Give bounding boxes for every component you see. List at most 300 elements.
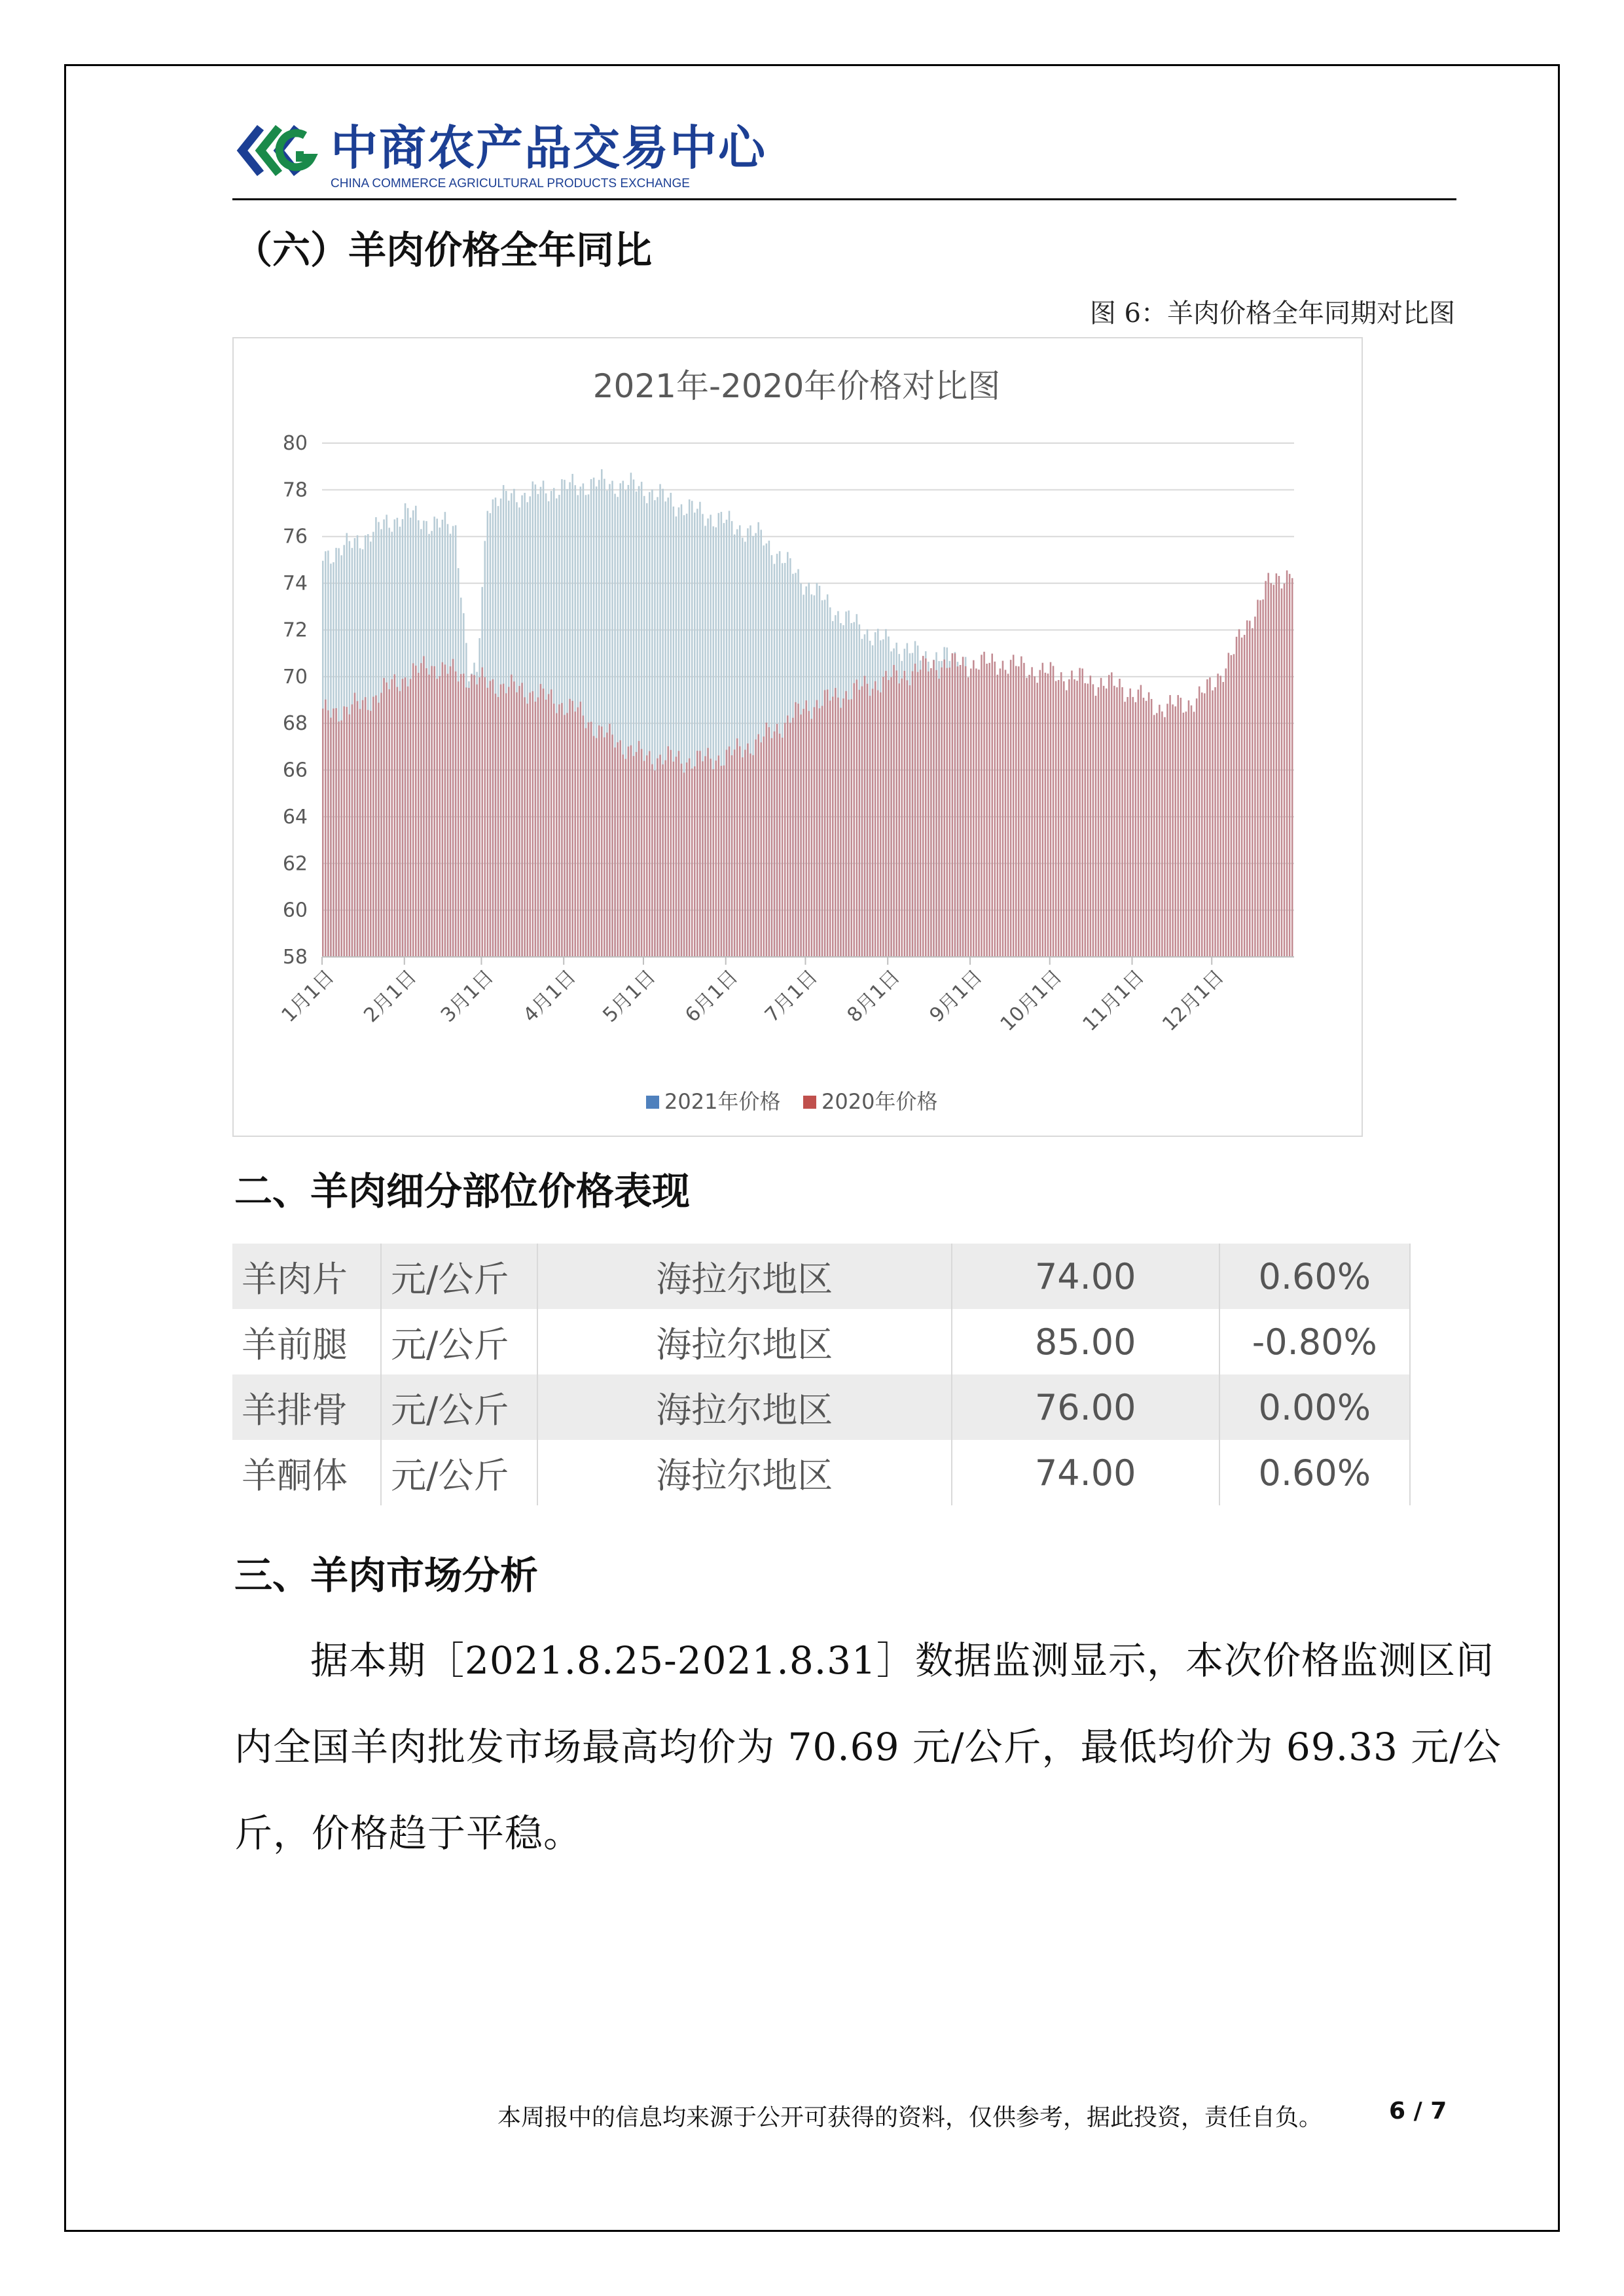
bar-2020 <box>731 755 733 957</box>
price-cell: 85.00 <box>952 1309 1219 1374</box>
bar-2020 <box>850 699 852 957</box>
bar-2020 <box>832 696 834 957</box>
bar-2020 <box>670 750 672 957</box>
bar-2020 <box>492 679 494 957</box>
bar-2020 <box>1100 678 1102 957</box>
bar-2020 <box>606 732 608 957</box>
bar-2020 <box>1127 697 1128 957</box>
bar-2020 <box>835 688 837 957</box>
bar-2020 <box>805 700 807 957</box>
bar-2020 <box>771 738 773 957</box>
bar-2020 <box>1031 667 1033 957</box>
bar-2020 <box>997 675 999 957</box>
part-name-cell: 羊肉片 <box>232 1244 381 1309</box>
bar-2020 <box>1183 713 1185 957</box>
bar-2020 <box>704 756 706 957</box>
bar-2020 <box>378 703 380 957</box>
x-tick-label: 7月1日 <box>760 965 823 1028</box>
bar-2020 <box>729 747 731 957</box>
bar-2020 <box>715 761 717 957</box>
bar-2020 <box>845 691 847 957</box>
bar-2020 <box>1228 653 1230 957</box>
bar-2020 <box>922 656 924 957</box>
bar-2020 <box>622 755 624 957</box>
bar-2020 <box>1222 682 1224 957</box>
bar-2020 <box>460 674 462 957</box>
bar-2020 <box>566 713 568 957</box>
bar-2020 <box>882 677 884 957</box>
bar-2020 <box>1241 637 1243 957</box>
chart-canvas <box>234 338 1362 1136</box>
bar-2020 <box>1063 681 1065 957</box>
legend-label: 2020年价格 <box>821 1089 938 1114</box>
bar-2020 <box>1278 576 1280 957</box>
bar-2020 <box>1135 702 1137 957</box>
bar-2020 <box>571 701 573 957</box>
bar-2020 <box>628 747 630 957</box>
bar-2020 <box>1026 678 1028 957</box>
bar-2020 <box>763 736 765 957</box>
bar-2020 <box>478 677 480 957</box>
bar-2020 <box>1076 681 1078 957</box>
bar-2020 <box>707 748 709 957</box>
bar-2020 <box>1236 637 1238 957</box>
bar-2020 <box>875 681 876 957</box>
bar-2020 <box>439 676 441 957</box>
bar-2020 <box>880 692 882 957</box>
bar-2020 <box>1113 686 1115 957</box>
bar-2020 <box>978 670 980 957</box>
bar-2020 <box>490 681 492 957</box>
bar-2020 <box>1252 628 1254 957</box>
bar-2020 <box>487 688 489 957</box>
y-tick-label: 72 <box>282 619 308 642</box>
bar-2020 <box>362 700 364 957</box>
unit-cell: 元/公斤 <box>381 1440 537 1505</box>
bar-2020 <box>330 718 332 957</box>
bar-2020 <box>646 755 648 957</box>
bar-2020 <box>543 689 545 957</box>
bar-2020 <box>726 750 728 957</box>
bar-2020 <box>859 690 861 957</box>
bar-2020 <box>1238 629 1240 957</box>
region-cell: 海拉尔地区 <box>537 1440 952 1505</box>
bar-2020 <box>596 738 598 957</box>
bar-2020 <box>864 676 866 957</box>
bar-2020 <box>967 677 969 957</box>
bar-2020 <box>1270 583 1272 957</box>
x-tick-label: 4月1日 <box>518 965 581 1028</box>
bar-2020 <box>1286 570 1288 957</box>
bar-2020 <box>405 677 406 957</box>
bar-2020 <box>415 666 417 957</box>
bar-2020 <box>553 704 555 957</box>
bar-2020 <box>619 740 621 957</box>
bar-2020 <box>428 675 430 957</box>
bar-2020 <box>1106 689 1108 957</box>
bar-2020 <box>325 700 327 957</box>
bar-2020 <box>1148 692 1150 957</box>
y-tick-label: 66 <box>282 759 308 782</box>
bar-2020 <box>676 757 677 957</box>
bar-2020 <box>965 666 967 957</box>
y-tick-label: 58 <box>282 946 308 969</box>
table-row <box>232 1374 1410 1440</box>
y-tick-label: 76 <box>282 525 308 548</box>
bar-2020 <box>803 709 804 957</box>
bar-2020 <box>463 673 465 957</box>
bar-2020 <box>946 668 948 957</box>
bar-2020 <box>829 700 831 957</box>
bar-2020 <box>935 670 937 957</box>
bar-2020 <box>508 687 510 957</box>
bar-2020 <box>561 703 563 957</box>
bar-2020 <box>1015 666 1017 957</box>
bar-2020 <box>654 770 656 957</box>
bar-2020 <box>734 749 736 957</box>
bar-2020 <box>367 710 369 957</box>
bar-2020 <box>583 715 585 957</box>
bar-2020 <box>1172 704 1174 957</box>
bar-2020 <box>784 723 786 957</box>
bar-2020 <box>898 683 900 957</box>
bar-2020 <box>1081 668 1083 957</box>
bar-2020 <box>1018 666 1020 957</box>
bar-2020 <box>1066 691 1068 957</box>
bar-2020 <box>782 738 784 957</box>
bar-2020 <box>1276 573 1278 957</box>
part-name-cell: 羊酮体 <box>232 1440 381 1505</box>
bar-2020 <box>505 693 507 957</box>
bar-2020 <box>420 663 422 957</box>
bar-2020 <box>545 700 547 957</box>
bar-2020 <box>1153 715 1155 957</box>
bar-2020 <box>797 704 799 957</box>
bar-2020 <box>1132 697 1134 957</box>
bar-2020 <box>1249 620 1251 957</box>
bar-2020 <box>885 671 887 957</box>
bar-2020 <box>352 704 353 957</box>
bar-2020 <box>450 666 452 957</box>
bar-2020 <box>641 749 643 957</box>
bar-2020 <box>402 679 404 957</box>
bar-2020 <box>981 655 983 957</box>
bar-2020 <box>532 691 534 957</box>
bar-2020 <box>895 670 897 957</box>
bar-2020 <box>1156 713 1158 957</box>
bar-2020 <box>540 684 542 957</box>
bar-2020 <box>1273 584 1275 957</box>
bar-2020 <box>1159 705 1161 957</box>
bar-2020 <box>455 672 457 957</box>
bar-2020 <box>1047 673 1049 957</box>
bar-2020 <box>957 666 959 957</box>
bar-2020 <box>853 683 855 957</box>
bar-2020 <box>712 769 714 957</box>
bar-2020 <box>925 658 927 957</box>
bar-2020 <box>994 662 996 957</box>
bar-2020 <box>768 727 770 957</box>
analysis-line-2: 内全国羊肉批发市场最高均价为 70.69 元/公斤，最低均价为 69.33 元/公 <box>234 1725 1502 1769</box>
bar-2020 <box>869 696 871 957</box>
bar-2020 <box>877 691 879 957</box>
table-row <box>232 1244 1410 1309</box>
header-divider <box>232 198 1456 200</box>
bar-2020 <box>710 759 712 957</box>
bar-2020 <box>1169 695 1171 957</box>
bar-2020 <box>593 736 595 957</box>
bar-2020 <box>1071 671 1073 957</box>
bar-2020 <box>524 697 526 957</box>
analysis-line-3: 斤，价格趋于平稳。 <box>234 1811 583 1856</box>
bar-2020 <box>471 674 473 957</box>
bar-2020 <box>840 708 842 957</box>
unit-cell: 元/公斤 <box>381 1374 537 1440</box>
bar-2020 <box>1174 706 1176 957</box>
bar-2020 <box>1013 655 1015 957</box>
bar-2020 <box>954 653 956 957</box>
bar-2020 <box>617 742 619 957</box>
bar-2020 <box>327 710 329 957</box>
y-tick-label: 60 <box>282 899 308 922</box>
bar-2020 <box>1034 676 1036 957</box>
bar-2020 <box>757 734 759 957</box>
bar-2020 <box>604 738 605 957</box>
bar-2020 <box>848 700 850 957</box>
bar-2020 <box>811 719 813 957</box>
bar-2020 <box>988 663 990 957</box>
section-title-6: （六）羊肉价格全年同比 <box>234 228 653 272</box>
bar-2020 <box>1267 573 1269 957</box>
part-name-cell: 羊前腿 <box>232 1309 381 1374</box>
unit-cell: 元/公斤 <box>381 1244 537 1309</box>
bar-2020 <box>1244 635 1246 957</box>
bar-2020 <box>1053 666 1055 957</box>
bar-2020 <box>1039 670 1041 957</box>
bar-2020 <box>890 677 892 957</box>
bar-2020 <box>1233 654 1235 957</box>
bar-2020 <box>686 762 688 957</box>
bar-2020 <box>747 744 749 957</box>
bar-2020 <box>433 666 435 957</box>
bar-2020 <box>1108 675 1110 957</box>
bar-2020 <box>1005 670 1007 957</box>
bar-2020 <box>370 711 372 957</box>
bar-2020 <box>1180 698 1182 957</box>
bar-2020 <box>633 756 635 957</box>
bar-2020 <box>388 689 390 957</box>
bar-2020 <box>521 683 523 957</box>
figure-caption: 图 6：羊肉价格全年同期对比图 <box>1089 298 1455 329</box>
bar-2020 <box>1219 675 1221 957</box>
bar-2020 <box>556 713 558 957</box>
bar-2020 <box>372 697 374 957</box>
region-cell: 海拉尔地区 <box>537 1309 952 1374</box>
change-cell: 0.00% <box>1219 1374 1410 1440</box>
legend-swatch <box>646 1096 659 1109</box>
bar-2020 <box>1111 672 1113 957</box>
bar-2020 <box>800 715 802 957</box>
bar-2020 <box>861 687 863 957</box>
bar-2020 <box>1188 700 1190 957</box>
bar-2020 <box>1151 699 1153 957</box>
page-number: 6 / 7 <box>1389 2098 1447 2125</box>
bar-2020 <box>742 757 744 957</box>
part-price-table <box>232 1244 1411 1505</box>
bar-2020 <box>399 691 401 957</box>
bar-2020 <box>1201 692 1203 957</box>
bar-2020 <box>1103 686 1105 957</box>
bar-2020 <box>630 745 632 957</box>
bar-2020 <box>354 692 356 957</box>
bar-2020 <box>1206 679 1208 957</box>
region-cell: 海拉尔地区 <box>537 1244 952 1309</box>
y-tick-label: 70 <box>282 665 308 689</box>
bar-2020 <box>1214 687 1216 957</box>
bar-2020 <box>1060 672 1062 957</box>
bar-2020 <box>431 666 433 957</box>
bar-2020 <box>904 671 906 957</box>
region-cell: 海拉尔地区 <box>537 1374 952 1440</box>
bar-2020 <box>673 762 675 957</box>
bar-2020 <box>867 684 869 957</box>
x-tick-label: 1月1日 <box>277 965 339 1028</box>
bar-2020 <box>821 706 823 957</box>
bar-2020 <box>418 673 420 957</box>
bar-2020 <box>689 759 691 957</box>
y-tick-label: 74 <box>282 572 308 596</box>
bar-2020 <box>1217 673 1219 957</box>
change-cell: 0.60% <box>1219 1244 1410 1309</box>
bar-2020 <box>452 659 454 957</box>
section-title-3: 三、羊肉市场分析 <box>234 1553 539 1598</box>
x-tick-label: 9月1日 <box>925 965 987 1028</box>
bar-2020 <box>343 706 345 957</box>
bar-2020 <box>920 670 922 957</box>
x-tick-label: 10月1日 <box>996 965 1067 1036</box>
bar-2020 <box>1196 698 1198 957</box>
bar-2020 <box>643 761 645 957</box>
bar-2020 <box>1204 693 1206 957</box>
bar-2020 <box>657 759 659 957</box>
chart-legend <box>646 1089 937 1114</box>
bar-2020 <box>718 755 720 957</box>
bar-2020 <box>678 751 680 957</box>
bar-2020 <box>824 690 826 957</box>
bar-2020 <box>659 755 661 957</box>
bar-2020 <box>744 750 746 957</box>
legend-swatch <box>803 1096 816 1109</box>
bar-2020 <box>928 672 929 957</box>
bar-2020 <box>412 663 414 957</box>
bar-2020 <box>736 738 738 957</box>
bar-2020 <box>394 674 396 957</box>
price-cell: 74.00 <box>952 1440 1219 1505</box>
bar-2020 <box>699 751 701 957</box>
bar-2020 <box>574 711 576 957</box>
bar-2020 <box>1095 696 1097 957</box>
bar-2020 <box>691 768 693 957</box>
bar-2020 <box>357 701 359 957</box>
bar-2020 <box>1116 687 1118 957</box>
bar-2020 <box>1036 683 1038 957</box>
bar-2020 <box>518 686 520 957</box>
bar-2020 <box>580 702 582 957</box>
price-cell: 74.00 <box>952 1244 1219 1309</box>
bar-2020 <box>749 753 751 957</box>
bar-2020 <box>1124 702 1126 957</box>
y-tick-label: 62 <box>282 852 308 876</box>
x-tick-label: 2月1日 <box>359 965 422 1028</box>
bar-2020 <box>526 704 528 957</box>
bar-2020 <box>667 746 669 957</box>
bar-2020 <box>497 697 499 957</box>
bar-2020 <box>856 679 858 957</box>
bar-2020 <box>789 723 791 957</box>
bar-2020 <box>795 702 797 957</box>
bar-2020 <box>933 660 935 957</box>
bar-2020 <box>1246 620 1248 957</box>
bar-2020 <box>766 723 768 957</box>
bar-2020 <box>760 742 762 957</box>
bar-2020 <box>1121 687 1123 957</box>
bar-2020 <box>949 668 951 957</box>
bar-2020 <box>752 755 754 957</box>
bar-2020 <box>359 709 361 957</box>
bar-2020 <box>888 680 890 957</box>
bar-2020 <box>827 689 829 957</box>
bar-2020 <box>442 662 444 957</box>
bar-2020 <box>1028 675 1030 957</box>
bar-2020 <box>973 660 975 957</box>
bar-2020 <box>776 724 778 957</box>
bar-2020 <box>537 697 539 957</box>
bar-2020 <box>338 721 340 957</box>
bar-2020 <box>1193 711 1195 957</box>
bar-2020 <box>346 707 348 957</box>
bar-2020 <box>322 709 324 957</box>
bar-2020 <box>476 685 478 957</box>
bar-2020 <box>1289 574 1291 957</box>
bar-2020 <box>1058 680 1060 957</box>
bar-2020 <box>739 746 741 957</box>
bar-2020 <box>938 679 940 957</box>
bar-2020 <box>808 711 810 957</box>
bar-2020 <box>569 699 571 957</box>
bar-2020 <box>907 680 909 957</box>
bar-2020 <box>564 715 566 957</box>
bar-2020 <box>425 668 427 957</box>
bar-2020 <box>1007 673 1009 957</box>
bar-2020 <box>333 709 334 957</box>
bar-2020 <box>410 679 412 957</box>
bar-2020 <box>598 725 600 957</box>
x-tick-label: 12月1日 <box>1158 965 1229 1036</box>
bar-2020 <box>909 685 911 957</box>
bar-2020 <box>609 724 611 957</box>
bar-2020 <box>819 708 821 957</box>
analysis-line-1: 据本期［2021.8.25-2021.8.31］数据监测显示，本次价格监测区间 <box>310 1638 1494 1683</box>
bar-2020 <box>1262 600 1264 957</box>
bar-2020 <box>649 751 651 957</box>
bar-2020 <box>912 672 914 957</box>
bar-2020 <box>1074 679 1075 957</box>
bar-2020 <box>503 684 505 957</box>
bar-2020 <box>842 698 844 957</box>
y-tick-label: 78 <box>282 478 308 502</box>
bar-2020 <box>723 765 725 957</box>
bar-2020 <box>816 700 818 957</box>
